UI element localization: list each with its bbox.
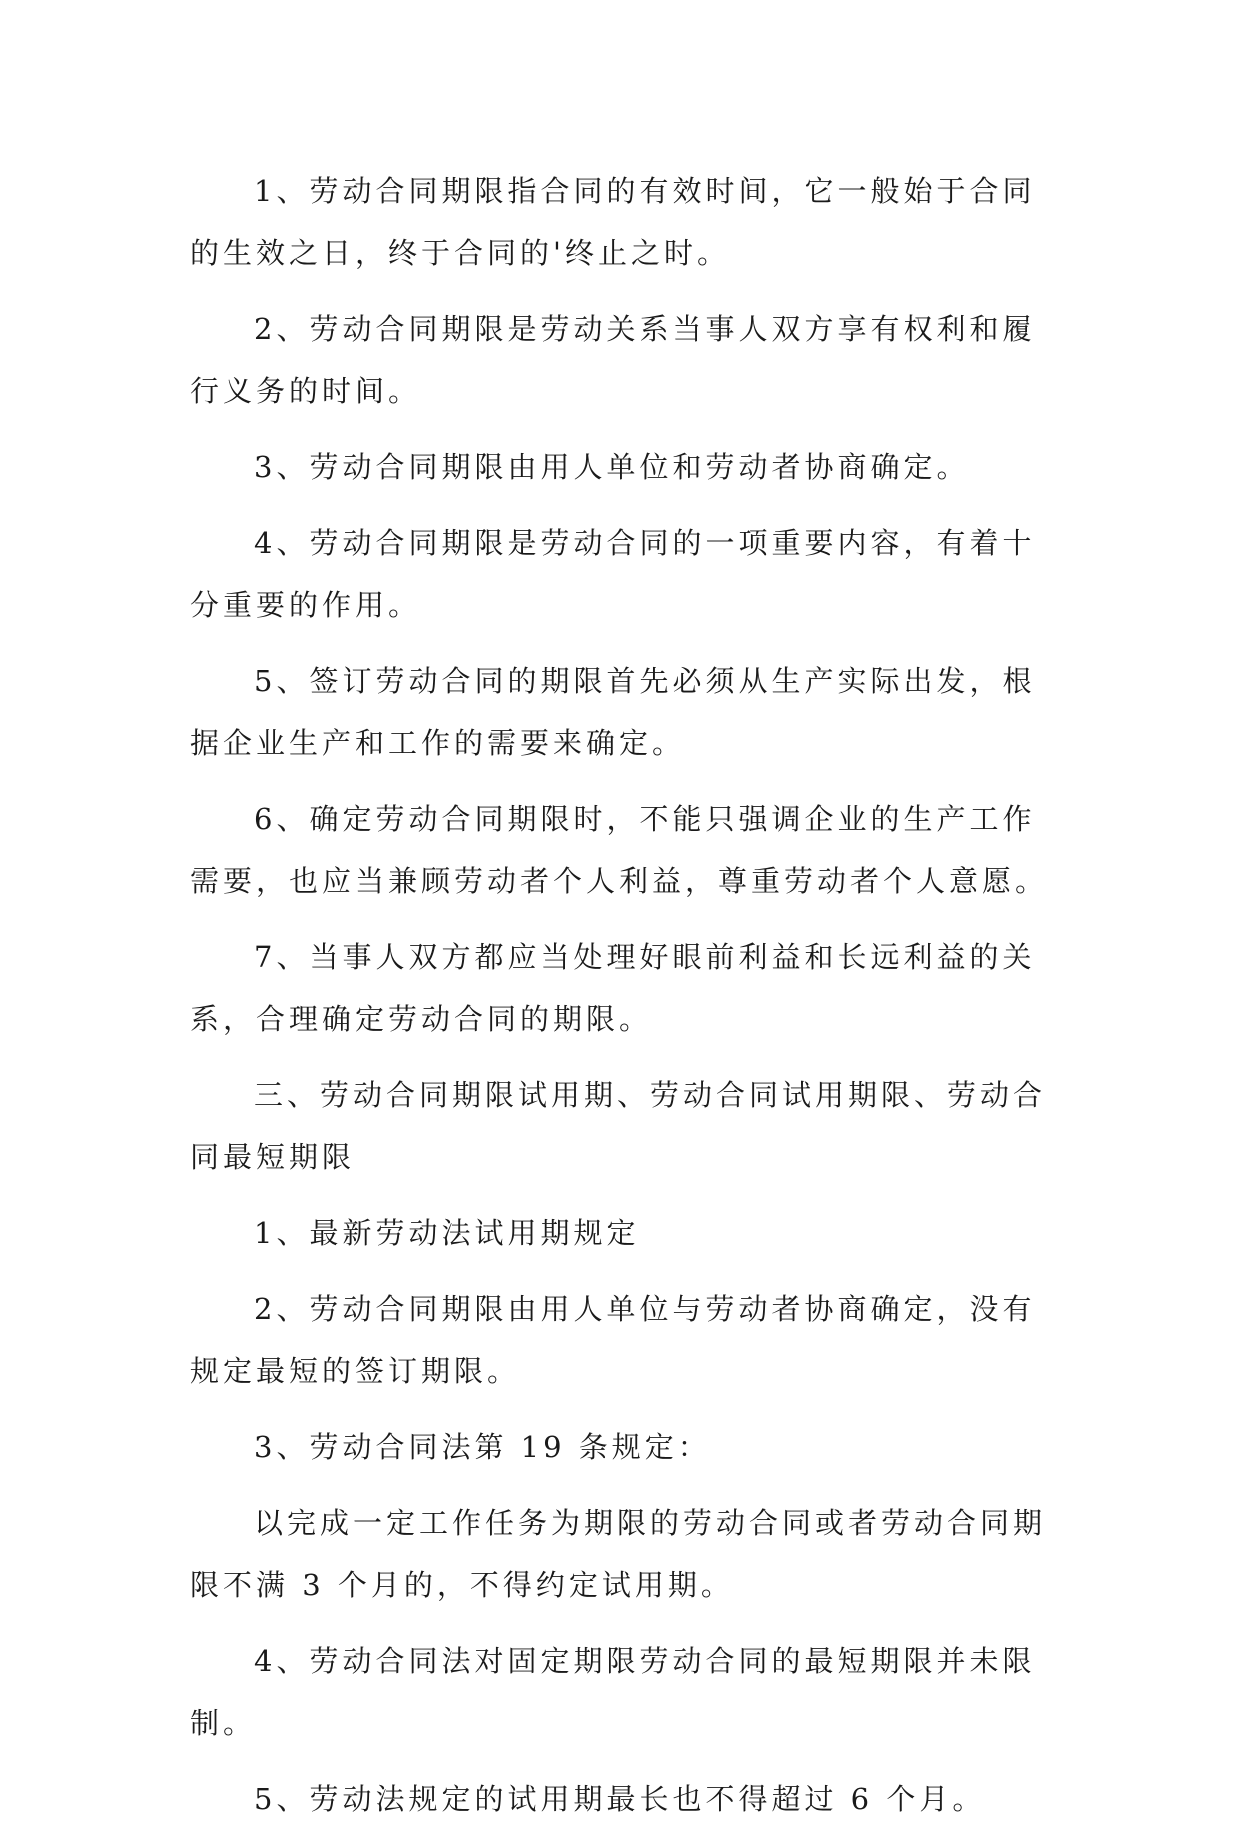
paragraph-6: 6、确定劳动合同期限时，不能只强调企业的生产工作需要，也应当兼顾劳动者个人利益，尊重劳动者个人意愿。 (190, 802, 1049, 898)
paragraph-10: 3、劳动合同法第 19 条规定： (254, 1430, 711, 1464)
paragraph-11: 以完成一定工作任务为期限的劳动合同或者劳动合同期限不满 3 个月的，不得约定试用期。 (190, 1506, 1047, 1602)
paragraph-7: 7、当事人双方都应当处理好眼前利益和长远利益的关系，合理确定劳动合同的期限。 (190, 940, 1036, 1036)
paragraph-3: 3、劳动合同期限由用人单位和劳动者协商确定。 (254, 450, 970, 484)
paragraph-9: 2、劳动合同期限由用人单位与劳动者协商确定，没有规定最短的签订期限。 (190, 1292, 1036, 1388)
paragraph-12: 4、劳动合同法对固定期限劳动合同的最短期限并未限制。 (190, 1644, 1036, 1740)
paragraph-2: 2、劳动合同期限是劳动关系当事人双方享有权利和履行义务的时间。 (190, 312, 1036, 408)
document-body (190, 160, 1055, 1844)
paragraph-4: 4、劳动合同期限是劳动合同的一项重要内容，有着十分重要的作用。 (190, 526, 1036, 622)
paragraph-5: 5、签订劳动合同的期限首先必须从生产实际出发，根据企业生产和工作的需要来确定。 (190, 664, 1036, 760)
paragraph-1: 1、劳动合同期限指合同的有效时间，它一般始于合同的生效之日，终于合同的'终止之时。 (190, 174, 1036, 270)
paragraph-8: 1、最新劳动法试用期规定 (254, 1216, 640, 1250)
paragraph-13: 5、劳动法规定的试用期最长也不得超过 6 个月。 (254, 1782, 986, 1816)
section-heading-3: 三、劳动合同期限试用期、劳动合同试用期限、劳动合同最短期限 (190, 1078, 1047, 1174)
